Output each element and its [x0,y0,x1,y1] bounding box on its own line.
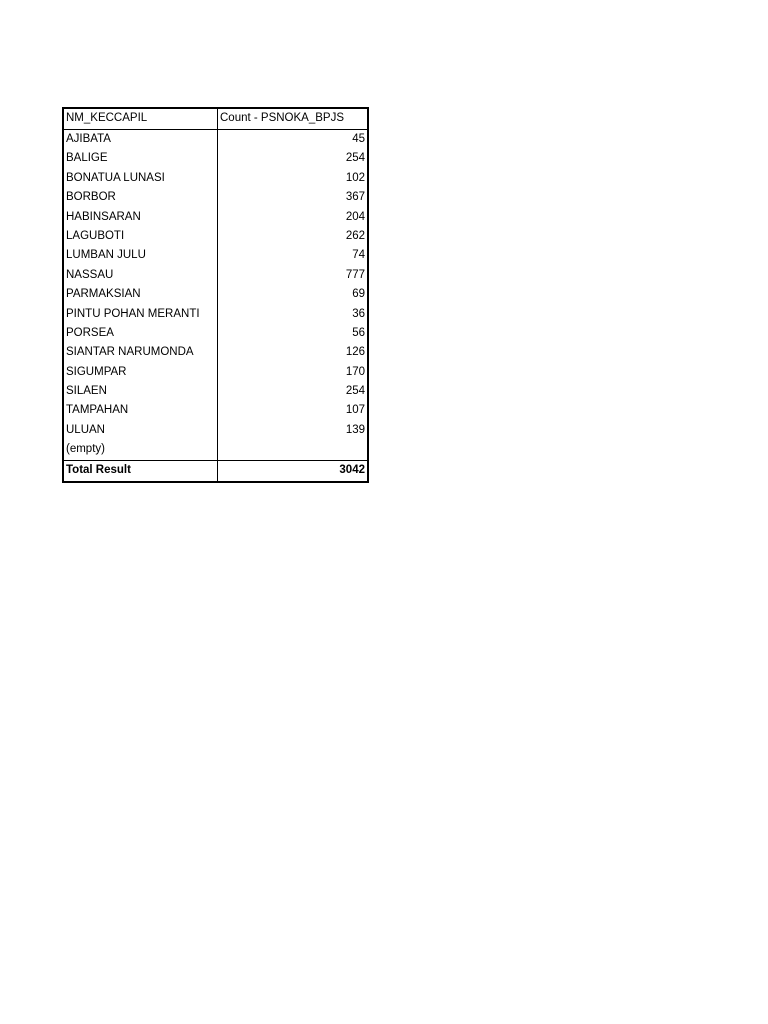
row-name: PINTU POHAN MERANTI [64,305,218,324]
table-row [64,130,367,149]
row-count: 107 [345,404,365,417]
row-count: 204 [345,210,365,223]
table-row [64,363,367,382]
total-count: 3042 [339,463,365,476]
row-count: 56 [352,326,365,339]
row-name: SILAEN [64,382,218,401]
row-name: PORSEA [64,324,218,343]
row-count: 36 [352,307,365,320]
row-name: AJIBATA [64,130,218,149]
header-count-psnoka-bpjs: Count - PSNOKA_BPJS [220,112,344,124]
table-row [64,227,367,246]
pivot-table [62,107,369,483]
header-nm-keccapil: NM_KECCAPIL [64,109,218,129]
row-name: NASSAU [64,266,218,285]
row-count [218,440,367,459]
row-count: 777 [345,268,365,281]
row-name: HABINSARAN [64,208,218,227]
row-name: TAMPAHAN [64,401,218,420]
table-row [64,421,367,440]
row-count: 126 [345,346,365,359]
row-name: SIGUMPAR [64,363,218,382]
row-count: 74 [352,249,365,262]
row-name: ULUAN [64,421,218,440]
row-name: LUMBAN JULU [64,246,218,265]
row-count: 69 [352,288,365,301]
table-row [64,324,367,343]
row-count: 102 [345,171,365,184]
row-name: BORBOR [64,188,218,207]
table-row [64,208,367,227]
table-row [64,188,367,207]
table-row [64,169,367,188]
table-row [64,440,367,459]
row-name: LAGUBOTI [64,227,218,246]
table-body [64,130,367,460]
table-row [64,285,367,304]
row-count: 367 [345,191,365,204]
row-name: (empty) [64,440,218,459]
row-name: SIANTAR NARUMONDA [64,343,218,362]
row-count: 139 [345,423,365,436]
total-label: Total Result [64,461,218,481]
table-row [64,401,367,420]
table-row [64,382,367,401]
table-row [64,246,367,265]
row-name: PARMAKSIAN [64,285,218,304]
table-row [64,149,367,168]
total-row [64,460,367,481]
row-count: 262 [345,229,365,242]
table-row [64,266,367,285]
table-row [64,305,367,324]
table-row [64,343,367,362]
header-row [64,109,367,130]
row-count: 170 [345,365,365,378]
row-name: BONATUA LUNASI [64,169,218,188]
row-name: BALIGE [64,149,218,168]
row-count: 254 [345,385,365,398]
row-count: 254 [345,152,365,165]
row-count: 45 [352,133,365,145]
